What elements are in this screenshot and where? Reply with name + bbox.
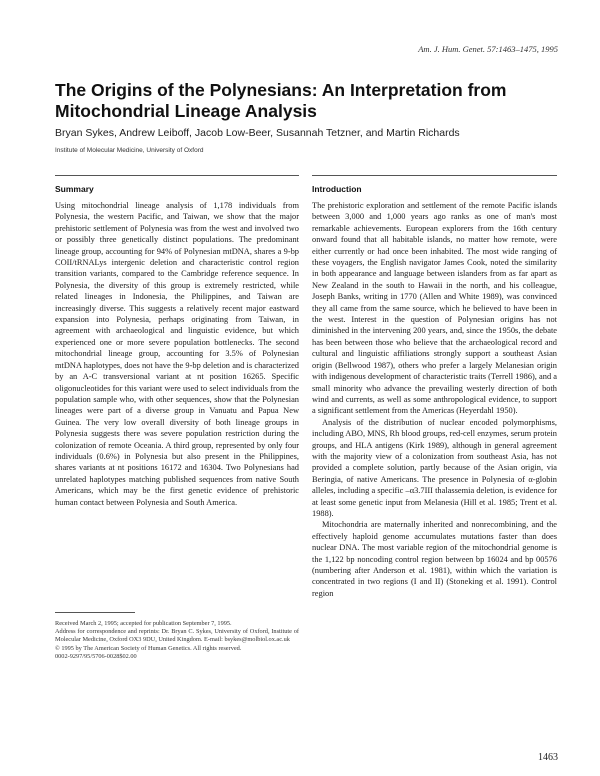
footnote-rule <box>55 612 135 613</box>
summary-paragraph: Using mitochondrial lineage analysis of 1,178 individuals from Polynesia, the western Pacific, and Taiwan, we show that the major prehistoric settlement of Polynesia was from the west and involved two or possibly three genetically distinct populations. The predominant lineage group, accounting for 94% of Polynesian mtDNA, shares a 9-bp COII/tRNALys intergenic deletion and characteristic control region transition variants, compared to the Cambridge reference sequence. In Polynesia, the diversity of this group is extremely restricted, while related lineages in Indonesia, the Philippines, and Taiwan are increasingly diverse. This suggests a relatively recent major eastward expansion into Polynesia, perhaps originating from Taiwan, in agreement with archaeological and linguistic evidence, but which experienced one or more severe population bottlenecks. The second mitochondrial lineage group, accounting for 3.5% of Polynesian mtDNA haplotypes, does not have the 9-bp deletion and is characterized by an A-C transversional variant at nt position 16265. Specific oligonucleotides for this variant were used to select individuals from the population sample who, with other sequences, show that the Polynesian lineages were part of a diverse group in Vanuatu and Papua New Guinea. The very low overall diversity of both lineage groups in Polynesia suggests there was severe population restriction during the colonization of remote Oceania. A third group, represented by only four individuals (0.6%) in Polynesia but also present in the Philippines, shares variants at nt positions 16172 and 16304. Two Polynesians had unrelated haplotypes matching published sequences from native South Americans, which may be the first genetic evidence of prehistoric human contact between Polynesia and South America. <box>55 201 299 507</box>
author-list: Bryan Sykes, Andrew Leiboff, Jacob Low-Beer, Susannah Tetzner, and Martin Richards <box>55 127 460 139</box>
footnote-issn: 0002-9297/95/5706-0028$02.00 <box>55 652 137 660</box>
introduction-column <box>312 200 557 599</box>
introduction-heading: Introduction <box>312 184 362 194</box>
journal-citation: Am. J. Hum. Genet. 57:1463–1475, 1995 <box>418 44 558 54</box>
summary-heading: Summary <box>55 184 94 194</box>
footnote-correspondence: Address for correspondence and reprints: Dr. Bryan C. Sykes, University of Oxford, Institute of Molecular Medicine, Oxford OX3 9DU, United Kingdom. E-mail: bsykes@molbiol.ox.ac.uk <box>55 628 299 644</box>
summary-column <box>55 200 299 508</box>
summary-rule <box>55 175 299 176</box>
introduction-rule <box>312 175 557 176</box>
introduction-paragraph-1: The prehistoric exploration and settlement of the remote Pacific islands between 3,000 and 1,000 years ago ranks as one of man's most remarkable achievements. European explorers from the 16th century onward found that all habitable islands, no matter how remote, were either currently or had once been inhabited. The most wide ranging of these voyagers, the English navigator James Cook, noted the similarity in both appearance and language between islanders from as far apart as New Zealand in the south to Hawaii in the north, and his colleague, Joseph Banks, writing in 1770 (Allen and White 1989), was convinced they all came from the same source, which he believed to have been in the west. Interest in the question of Polynesian origins has not diminished in the intervening 200 years, and, since the 1950s, the debate has been between those who believe that the archaeological record and cultural and linguistic affiliations strongly support a southeast Asian origin (Bellwood 1987), others who prefer a largely Melanesian origin with indigenous development of characteristic traits (Terrell 1986), and a small minority who advance the prevailing westerly direction of both wind and currents, as well as some anthropological evidence, to support a significant settlement from the Americas (Heyerdahl 1950). <box>312 201 557 416</box>
footnote-copyright: © 1995 by The American Society of Human Genetics. All rights reserved. <box>55 644 242 652</box>
author-affiliation: Institute of Molecular Medicine, University of Oxford <box>55 147 204 154</box>
introduction-paragraph-2: Analysis of the distribution of nuclear encoded polymorphisms, including ABO, MNS, Rh blood groups, red-cell enzymes, serum protein groups, and HLA antigens (Kirk 1989), although in general agreement with the majority view of a colonization from southeast Asia, has not provided a complete solution, partly because of the Asian origin, via Beringia, of native Americans. The presence in Polynesia of α-globin alleles, including a specific –α3.7III thalassemia deletion, is evidence for at least some genetic input from Melanesia (Hill et al. 1985; Trent et al. 1988). <box>312 417 557 518</box>
footnote-received: Received March 2, 1995; accepted for publication September 7, 1995. <box>55 620 232 627</box>
page-number: 1463 <box>538 752 558 763</box>
footnotes <box>55 620 299 661</box>
introduction-paragraph-3: Mitochondria are maternally inherited and nonrecombining, and the effectively haploid genome accumulates mutations faster than does nuclear DNA. The most variable region of the mitochondrial genome is the 1,122 bp noncoding control region between bp 16024 and bp 00576 (numbering after Anderson et al. 1981), within which the variation is concentrated in two regions (I and II) (Stoneking et al. 1991). Control region <box>312 520 557 598</box>
article-title: The Origins of the Polynesians: An Interpretation from Mitochondrial Lineage Analysis <box>55 80 507 121</box>
